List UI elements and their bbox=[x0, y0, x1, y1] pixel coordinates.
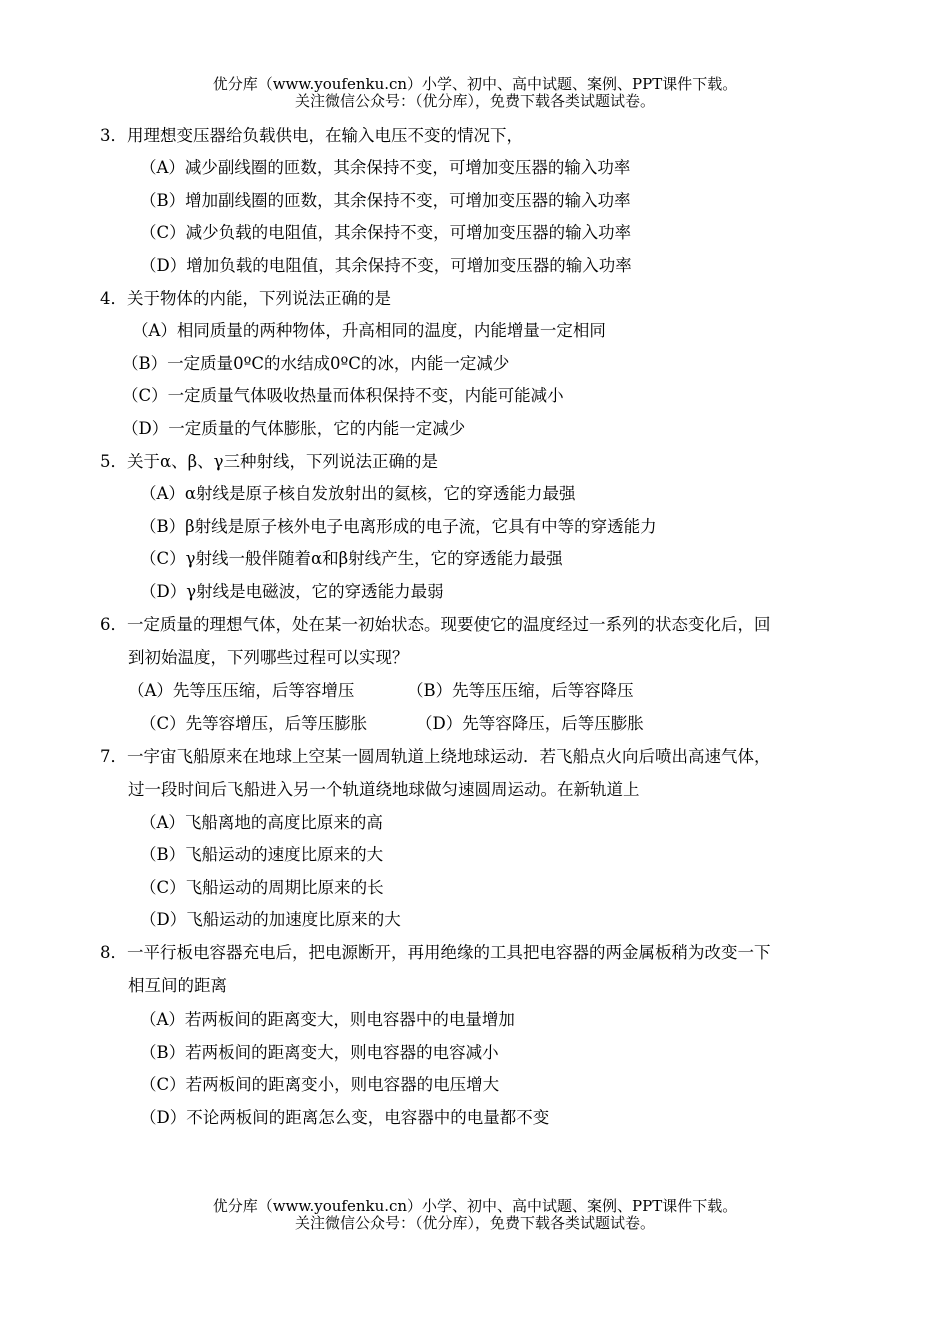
header-line-2: 关注微信公众号：（优分库），免费下载各类试题试卷。 bbox=[294, 92, 655, 110]
q8-stem-line-1: 8．一平行板电容器充电后，把电源断开，再用绝缘的工具把电容器的两金属板稍为改变一下 bbox=[100, 943, 771, 962]
q6-stem-line-2: 到初始温度，下列哪些过程可以实现？ bbox=[128, 648, 409, 667]
q8-option-c: （C）若两板间的距离变小，则电容器的电压增大 bbox=[140, 1075, 500, 1094]
q7-stem-line-2: 过一段时间后飞船进入另一个轨道绕地球做匀速圆周运动。在新轨道上 bbox=[128, 780, 640, 799]
q6-option-a: （A）先等压压缩，后等容增压 bbox=[128, 681, 355, 700]
header-line-1: 优分库（www.youfenku.cn）小学、初中、高中试题、案例、PPT课件下载。 bbox=[212, 75, 738, 93]
q6-option-c: （C）先等容增压，后等压膨胀 bbox=[140, 714, 368, 733]
q7-option-b: （B）飞船运动的速度比原来的大 bbox=[140, 845, 384, 864]
q4-option-b: （B）一定质量0ºC的水结成0ºC的冰，内能一定减少 bbox=[122, 354, 510, 373]
q7-option-d: （D）飞船运动的加速度比原来的大 bbox=[140, 910, 401, 929]
q5-option-a: （A）α射线是原子核自发放射出的氦核，它的穿透能力最强 bbox=[140, 484, 576, 503]
q3-option-d: （D）增加负载的电阻值，其余保持不变，可增加变压器的输入功率 bbox=[140, 256, 632, 275]
q8-stem-line-2: 相互间的距离 bbox=[128, 976, 227, 995]
q3-option-c: （C）减少负载的电阻值，其余保持不变，可增加变压器的输入功率 bbox=[140, 223, 632, 242]
q3-option-b: （B）增加副线圈的匝数，其余保持不变，可增加变压器的输入功率 bbox=[140, 191, 631, 210]
q4-option-a: （A）相同质量的两种物体，升高相同的温度，内能增量一定相同 bbox=[132, 321, 606, 340]
q5-stem: 5．关于α、β、γ三种射线，下列说法正确的是 bbox=[100, 452, 439, 471]
footer-line-2: 关注微信公众号：（优分库），免费下载各类试题试卷。 bbox=[294, 1214, 655, 1232]
q5-option-d: （D）γ射线是电磁波，它的穿透能力最弱 bbox=[140, 582, 444, 601]
footer-line-1: 优分库（www.youfenku.cn）小学、初中、高中试题、案例、PPT课件下载。 bbox=[212, 1197, 738, 1215]
q5-option-b: （B）β射线是原子核外电子电离形成的电子流，它具有中等的穿透能力 bbox=[140, 517, 657, 536]
q4-stem: 4．关于物体的内能，下列说法正确的是 bbox=[100, 289, 391, 308]
q6-stem-line-1: 6．一定质量的理想气体，处在某一初始状态。现要使它的温度经过一系列的状态变化后，回 bbox=[100, 615, 771, 634]
q8-option-b: （B）若两板间的距离变大，则电容器的电容减小 bbox=[140, 1043, 499, 1062]
q6-option-d: （D）先等容降压，后等压膨胀 bbox=[416, 714, 644, 733]
page-footer bbox=[0, 1198, 950, 1232]
q7-option-a: （A）飞船离地的高度比原来的高 bbox=[140, 813, 383, 832]
q4-option-d: （D）一定质量的气体膨胀，它的内能一定减少 bbox=[122, 419, 466, 438]
q8-option-a: （A）若两板间的距离变大，则电容器中的电量增加 bbox=[140, 1010, 515, 1029]
q7-option-c: （C）飞船运动的周期比原来的长 bbox=[140, 878, 384, 897]
page-header bbox=[0, 76, 950, 110]
q3-option-a: （A）减少副线圈的匝数，其余保持不变，可增加变压器的输入功率 bbox=[140, 158, 631, 177]
q7-stem-line-1: 7．一宇宙飞船原来在地球上空某一圆周轨道上绕地球运动．若飞船点火向后喷出高速气体， bbox=[100, 747, 771, 766]
q5-option-c: （C）γ射线一般伴随着α和β射线产生，它的穿透能力最强 bbox=[140, 549, 563, 568]
q8-option-d: （D）不论两板间的距离怎么变，电容器中的电量都不变 bbox=[140, 1108, 550, 1127]
q4-option-c: （C）一定质量气体吸收热量而体积保持不变，内能可能减小 bbox=[122, 386, 564, 405]
q6-option-b: （B）先等压压缩，后等容降压 bbox=[407, 681, 634, 700]
q3-stem: 3．用理想变压器给负载供电，在输入电压不变的情况下， bbox=[100, 126, 523, 145]
